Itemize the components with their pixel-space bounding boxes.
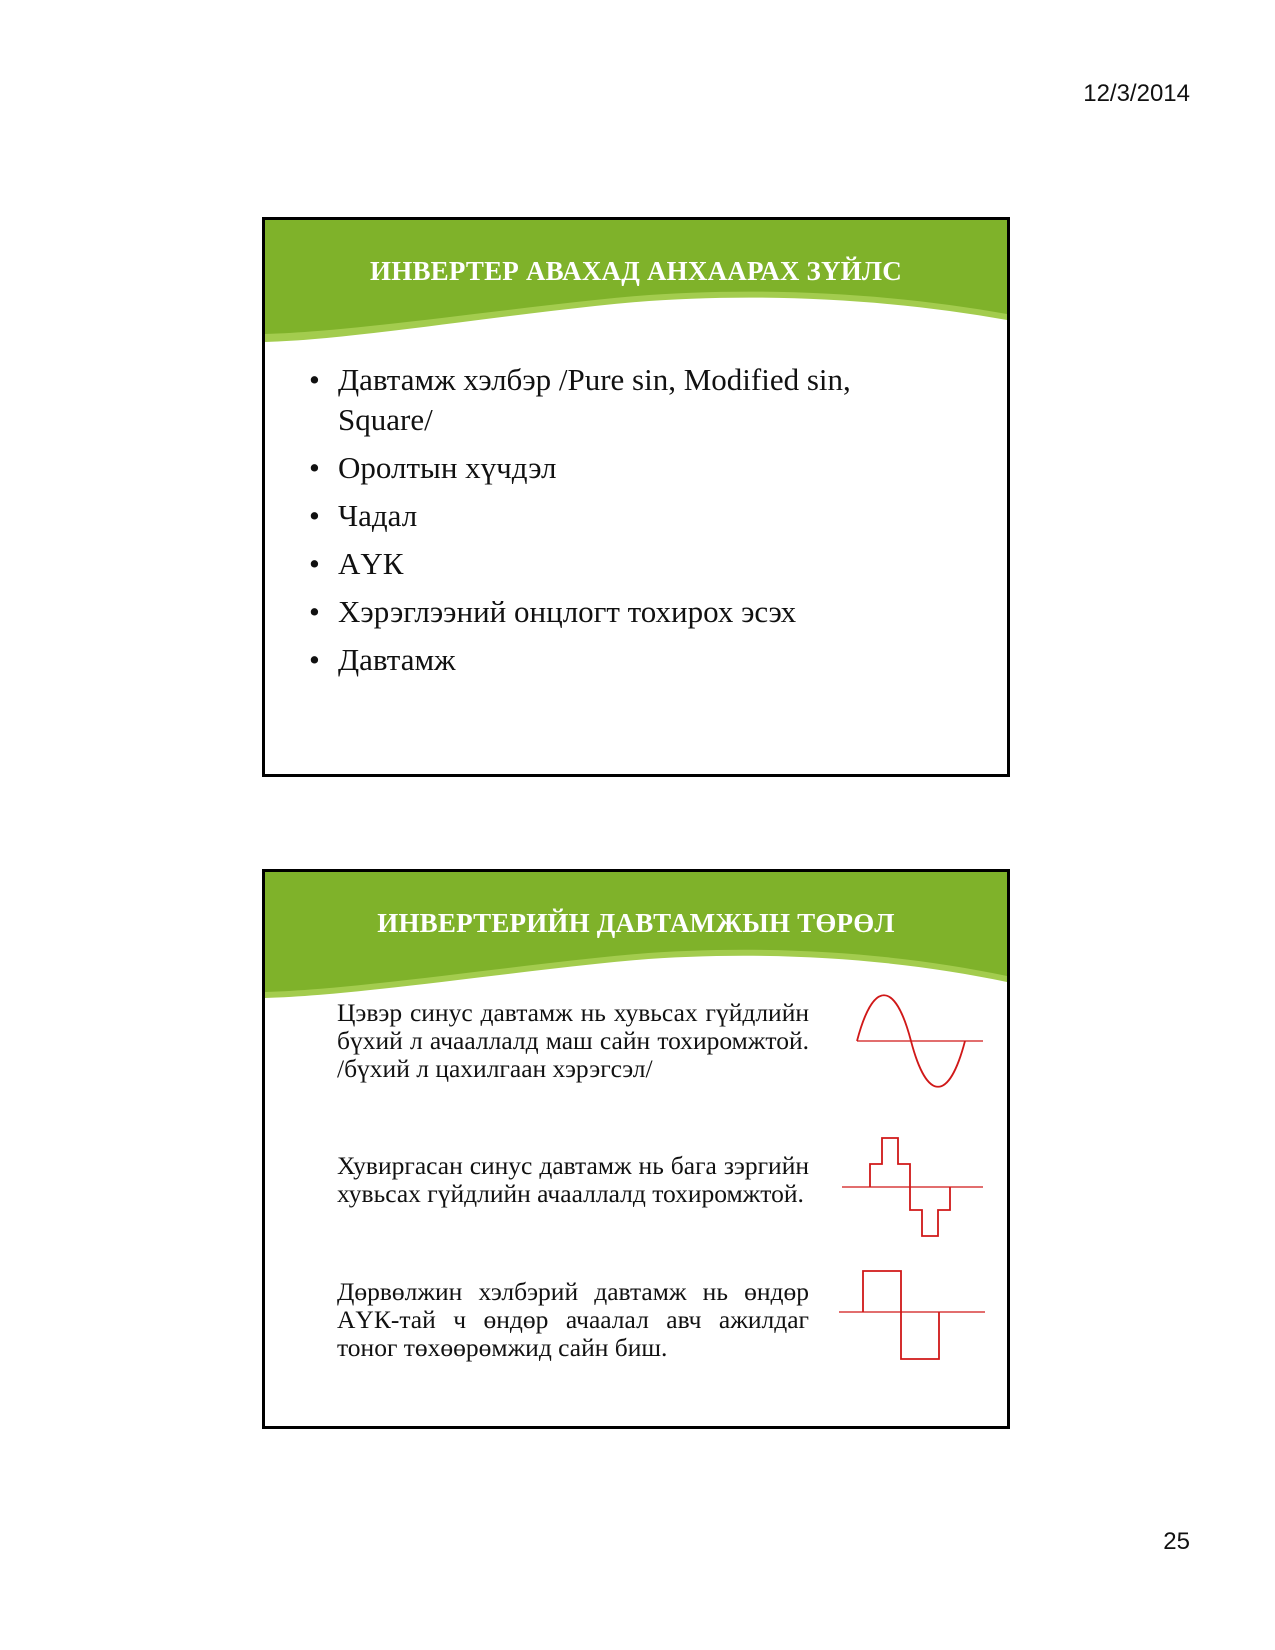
bullet-item: • Оролтын хүчдэл xyxy=(309,448,949,488)
page-number: 25 xyxy=(1163,1528,1190,1555)
bullet-item: • Давтамж xyxy=(309,640,949,680)
title-banner xyxy=(265,872,1007,1012)
modified-sine-wave-icon xyxy=(840,1134,985,1244)
square-wave-icon xyxy=(837,1267,987,1367)
slide-title: ИНВЕРТЕР АВАХАД АНХААРАХ ЗҮЙЛС xyxy=(370,256,902,286)
bullet-item: • Чадал xyxy=(309,496,949,536)
page-date: 12/3/2014 xyxy=(1083,80,1190,107)
bullet-item: • Хэрэглээний онцлогт тохирох эсэх xyxy=(309,592,949,632)
slide-inverter-considerations xyxy=(262,217,1010,777)
title-banner xyxy=(265,220,1007,360)
sine-wave-icon xyxy=(855,992,985,1092)
pure-sine-description: Цэвэр синус давтамж нь хувьсах гүйдлийн бүхий л ачааллалд маш сайн тохиромжтой. /бүхий л цахилгаан хэрэгсэл/ xyxy=(337,998,809,1083)
slide-title: ИНВЕРТЕРИЙН ДАВТАМЖЫН ТӨРӨЛ xyxy=(377,908,895,938)
bullet-item: • Давтамж хэлбэр /Pure sin, Modified sin, Square/ xyxy=(309,360,949,440)
bullet-list xyxy=(309,360,949,688)
slide-inverter-frequency-types xyxy=(262,869,1010,1429)
bullet-item: • АҮК xyxy=(309,544,949,584)
modified-sine-description: Хувиргасан синус давтамж нь бага зэргийн хувьсах гүйдлийн ачааллалд тохиромжтой. xyxy=(337,1151,809,1208)
square-wave-description: Дөрвөлжин хэлбэрий давтамж нь өндөр АҮК-тай ч өндөр ачаалал авч ажилдаг тоног төхөөрөмжид сайн биш. xyxy=(337,1277,809,1362)
